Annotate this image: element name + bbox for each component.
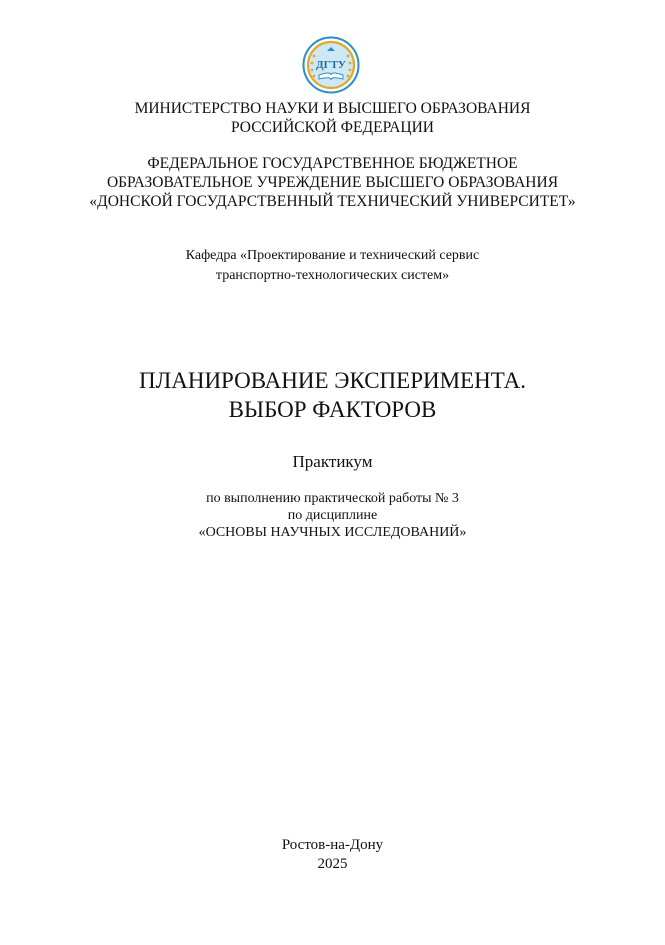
university-emblem-icon: [302, 36, 360, 94]
publication-city: Ростов-на-Дону: [281, 837, 384, 853]
purpose-line-1: по выполнению практической работы № 3: [206, 491, 459, 506]
publication-year: 2025: [317, 856, 348, 872]
logo-text: ДГТУ: [316, 59, 346, 71]
purpose-line-3: «ОСНОВЫ НАУЧНЫХ ИССЛЕДОВАНИЙ»: [198, 525, 467, 540]
title-line-2: ВЫБОР ФАКТОРОВ: [228, 397, 437, 422]
purpose-line-2: по дисциплине: [287, 508, 378, 523]
document-title: [0, 366, 665, 424]
title-line-1: ПЛАНИРОВАНИЕ ЭКСПЕРИМЕНТА.: [139, 368, 526, 393]
department-line-2: транспортно-технологических систем»: [215, 268, 450, 283]
document-purpose: [0, 490, 665, 541]
ministry-line-1: МИНИСТЕРСТВО НАУКИ И ВЫСШЕГО ОБРАЗОВАНИЯ: [134, 100, 531, 117]
university-line-1: ФЕДЕРАЛЬНОЕ ГОСУДАРСТВЕННОЕ БЮДЖЕТНОЕ: [147, 155, 518, 172]
department-name: [0, 246, 665, 286]
department-line-1: Кафедра «Проектирование и технический сервис: [185, 248, 480, 263]
university-line-3: «ДОНСКОЙ ГОСУДАРСТВЕННЫЙ ТЕХНИЧЕСКИЙ УНИВЕРСИТЕТ»: [89, 193, 576, 210]
document-subtitle: Практикум: [292, 452, 373, 471]
university-line-2: ОБРАЗОВАТЕЛЬНОЕ УЧРЕЖДЕНИЕ ВЫСШЕГО ОБРАЗОВАНИЯ: [106, 174, 559, 191]
ministry-heading: [0, 99, 665, 137]
ministry-line-2: РОССИЙСКОЙ ФЕДЕРАЦИИ: [231, 119, 434, 136]
university-heading: [0, 154, 665, 211]
publication-footer: [0, 836, 665, 874]
